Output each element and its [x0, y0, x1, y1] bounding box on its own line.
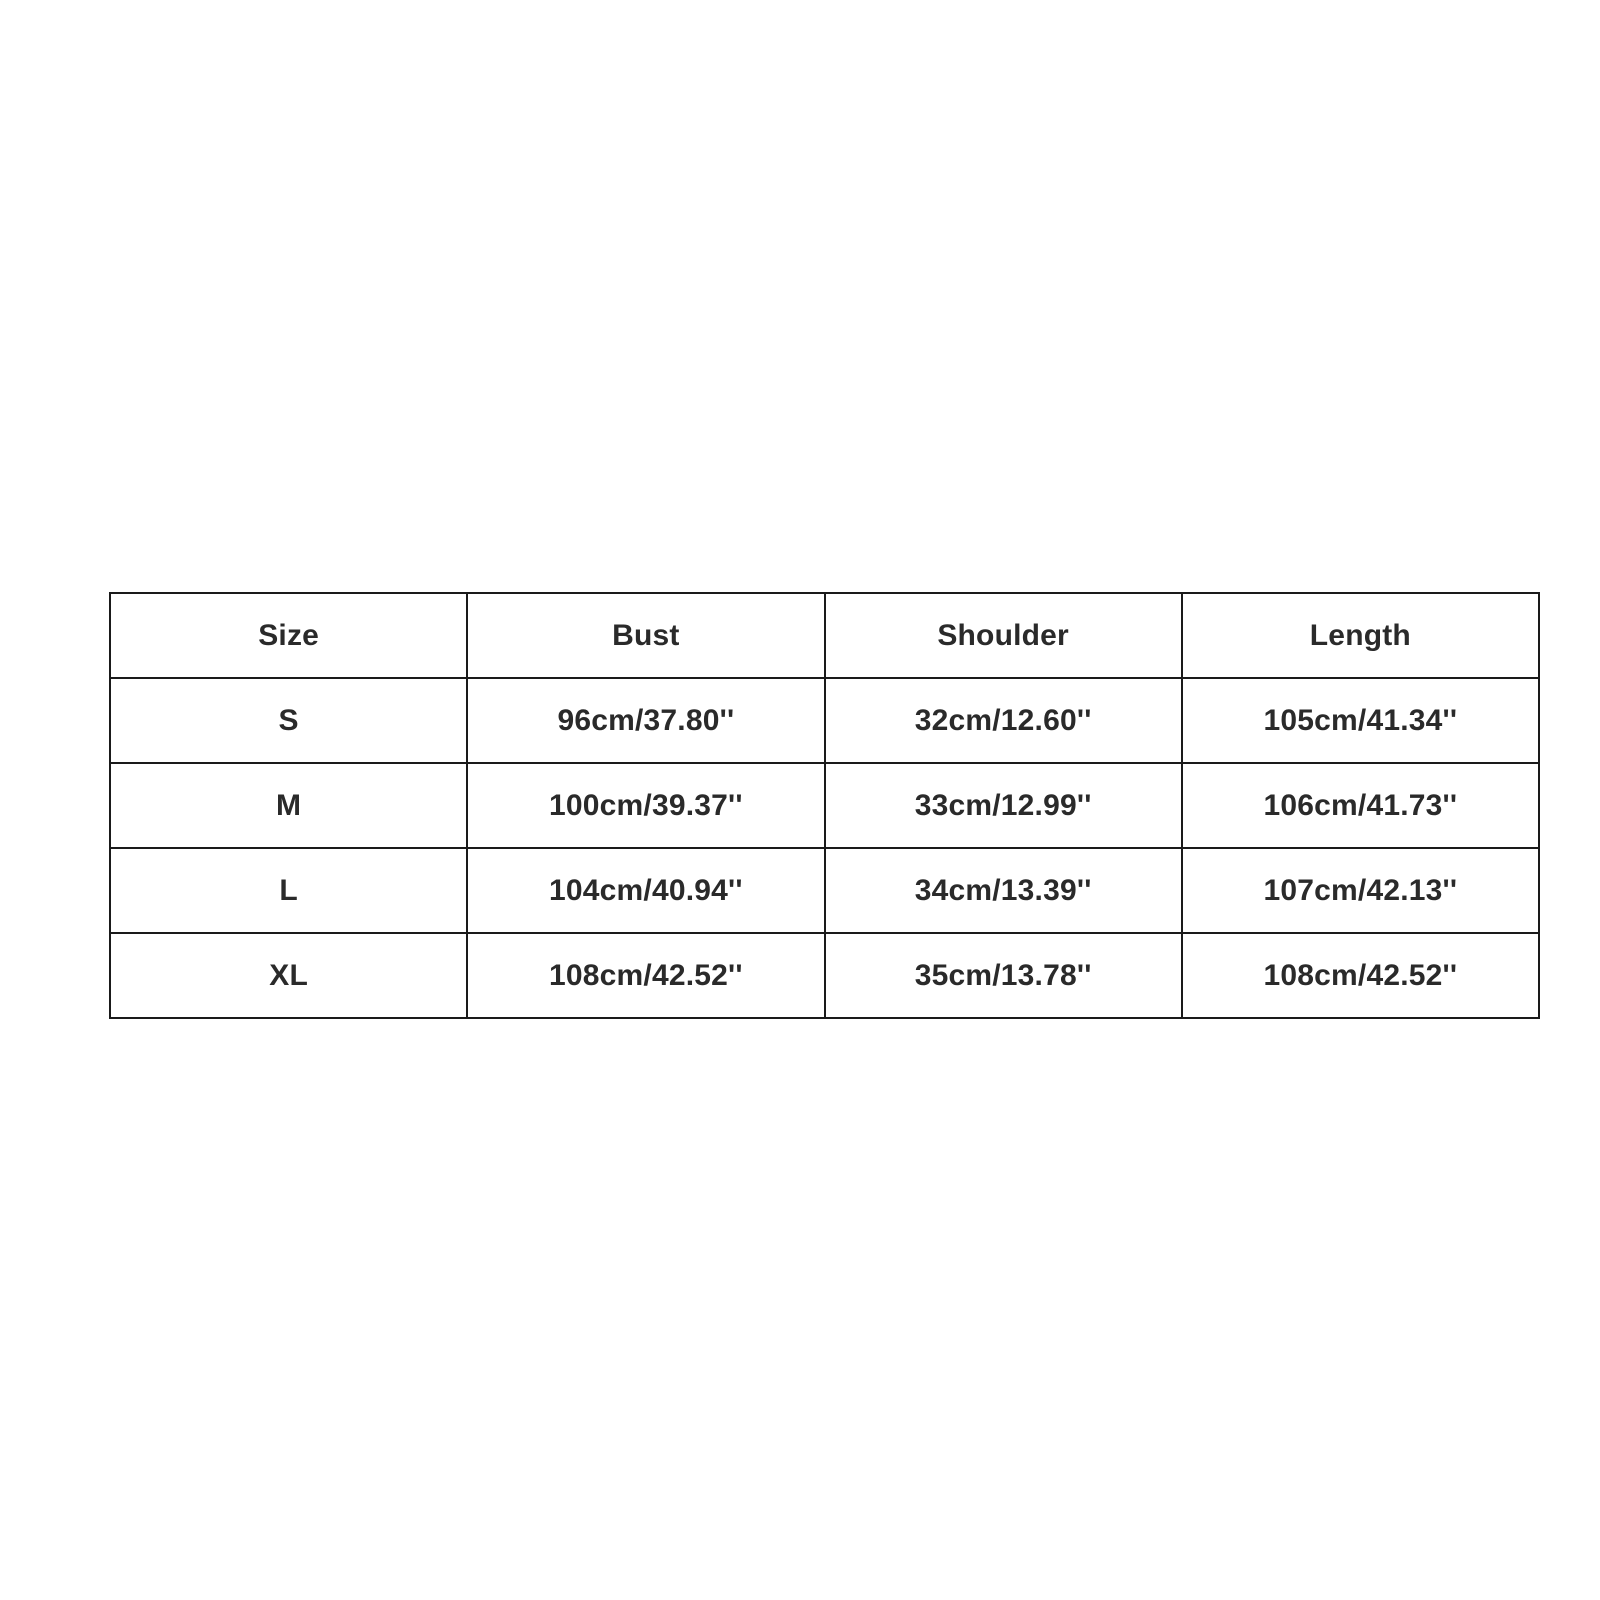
cell-length: 106cm/41.73'' [1182, 763, 1539, 848]
cell-size: M [110, 763, 467, 848]
table-body [110, 678, 1539, 1018]
cell-shoulder: 33cm/12.99'' [825, 763, 1182, 848]
cell-size: L [110, 848, 467, 933]
header-length: Length [1182, 593, 1539, 678]
cell-bust: 108cm/42.52'' [467, 933, 824, 1018]
header-row [110, 593, 1539, 678]
size-chart-table [109, 592, 1540, 1019]
cell-shoulder: 32cm/12.60'' [825, 678, 1182, 763]
cell-bust: 104cm/40.94'' [467, 848, 824, 933]
table-row [110, 678, 1539, 763]
header-bust: Bust [467, 593, 824, 678]
table-header [110, 593, 1539, 678]
cell-shoulder: 34cm/13.39'' [825, 848, 1182, 933]
cell-length: 105cm/41.34'' [1182, 678, 1539, 763]
cell-bust: 100cm/39.37'' [467, 763, 824, 848]
cell-size: S [110, 678, 467, 763]
table-row [110, 848, 1539, 933]
cell-length: 107cm/42.13'' [1182, 848, 1539, 933]
cell-size: XL [110, 933, 467, 1018]
cell-length: 108cm/42.52'' [1182, 933, 1539, 1018]
table-row [110, 763, 1539, 848]
cell-shoulder: 35cm/13.78'' [825, 933, 1182, 1018]
cell-bust: 96cm/37.80'' [467, 678, 824, 763]
table-row [110, 933, 1539, 1018]
header-shoulder: Shoulder [825, 593, 1182, 678]
header-size: Size [110, 593, 467, 678]
